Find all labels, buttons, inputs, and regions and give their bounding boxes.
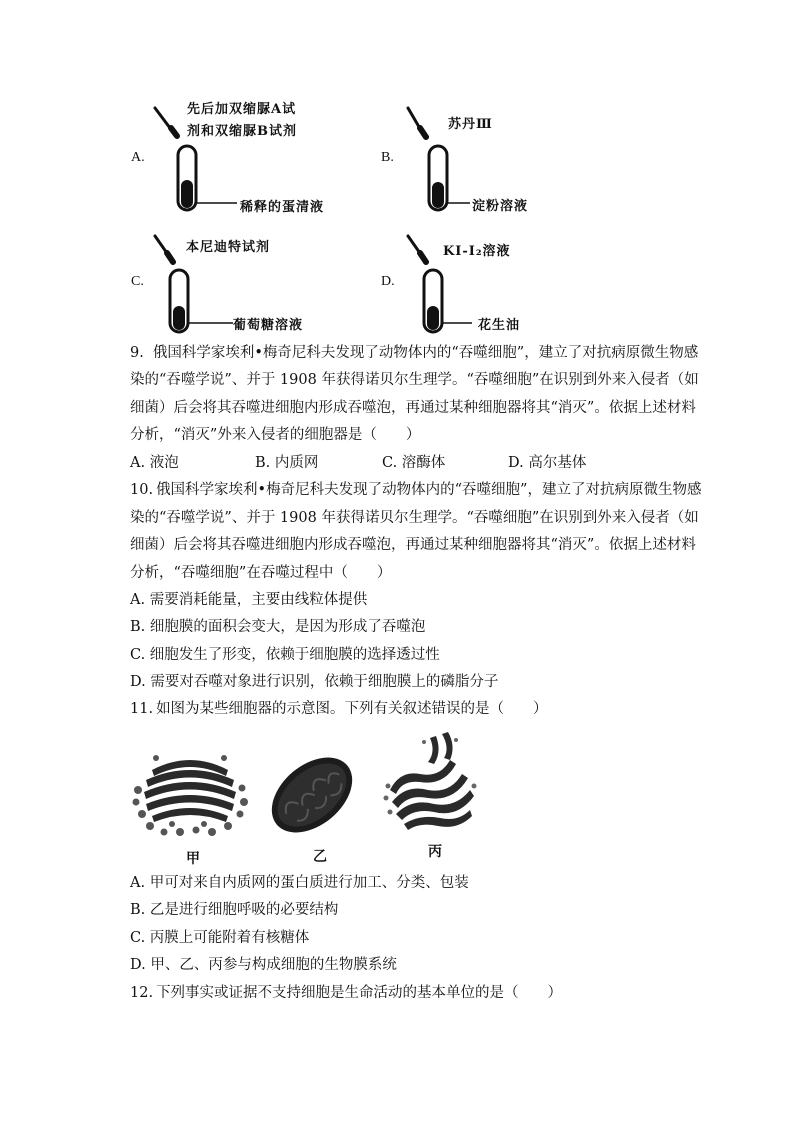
q9-stem-line2: 染的“吞噬学说”、并于 1908 年获得诺贝尔生理学。“吞噬细胞”在识别到外来入侵者（如 <box>130 372 699 388</box>
q10-stem-line3: 细菌）后会将其吞噬进细胞内形成吞噬泡，再通过某种细胞器将其“消灭”。依据上述材料 <box>130 537 696 553</box>
option-b-letter: B. <box>381 150 394 165</box>
q11-choice-a[interactable]: A. 甲可对来自内质网的蛋白质进行加工、分类、包装 <box>130 875 469 891</box>
q10-stem-line1: 10. 俄国科学家埃利•梅奇尼科夫发现了动物体内的“吞噬细胞”，建立了对抗病原微生物感 <box>130 482 702 498</box>
q9-stem-line3: 细菌）后会将其吞噬进细胞内形成吞噬泡，再通过某种细胞器将其“消灭”。依据上述材料 <box>130 400 696 416</box>
option-a-letter: A. <box>131 150 145 165</box>
figure-label-bing: 丙 <box>428 844 442 860</box>
q11-choice-b[interactable]: B. 乙是进行细胞呼吸的必要结构 <box>130 902 339 918</box>
q9-number: 9. <box>130 345 144 361</box>
option-d-letter: D. <box>381 274 395 289</box>
q10-choice-b[interactable]: B. 细胞膜的面积会变大，是因为形成了吞噬泡 <box>130 619 426 635</box>
option-a-sample: 稀释的蛋清液 <box>240 200 325 215</box>
q11-number: 11. <box>130 701 154 717</box>
q10-number: 10. <box>130 482 154 498</box>
option-c-letter: C. <box>131 274 144 289</box>
q12-stem: 12. 下列事实或证据不支持细胞是生命活动的基本单位的是（ ） <box>130 985 563 1001</box>
q10-choice-d[interactable]: D. 需要对吞噬对象进行识别，依赖于细胞膜上的磷脂分子 <box>130 674 499 690</box>
q11-choice-c[interactable]: C. 丙膜上可能附着有核糖体 <box>130 930 310 946</box>
golgi-apparatus-figure <box>130 740 250 840</box>
option-c-sample: 葡萄糖溶液 <box>233 318 304 333</box>
q11-choice-d[interactable]: D. 甲、乙、丙参与构成细胞的生物膜系统 <box>130 957 397 973</box>
q10-stem-line4: 分析，“吞噬细胞”在吞噬过程中（ ） <box>130 565 392 581</box>
option-c-reagent: 本尼迪特试剂 <box>186 240 271 255</box>
q10-choice-c[interactable]: C. 细胞发生了形变，依赖于细胞膜的选择透过性 <box>130 647 440 663</box>
q10-choice-a[interactable]: A. 需要消耗能量，主要由线粒体提供 <box>130 592 368 608</box>
q9-stem-line4: 分析，“消灭”外来入侵者的细胞器是（ ） <box>130 427 421 443</box>
option-b-reagent: 苏丹Ⅲ <box>448 117 493 132</box>
q12-number: 12. <box>130 985 154 1001</box>
figure-label-yi: 乙 <box>313 849 327 865</box>
q9-stem-line1: 9. 俄国科学家埃利•梅奇尼科夫发现了动物体内的“吞噬细胞”，建立了对抗病原微生物感 <box>130 345 699 361</box>
figure-label-jia: 甲 <box>186 851 200 867</box>
option-b-sample: 淀粉溶液 <box>472 199 529 214</box>
q9-choices <box>130 450 586 478</box>
option-a-reagent-line1: 先后加双缩脲A试 <box>187 102 297 117</box>
q9-choice-b[interactable]: B. 内质网 <box>255 455 319 471</box>
option-a-reagent-line2: 剂和双缩脲B试剂 <box>187 124 297 139</box>
q9-choice-c[interactable]: C. 溶酶体 <box>382 455 446 471</box>
option-d-sample: 花生油 <box>478 318 521 333</box>
q9-choice-d[interactable]: D. 高尔基体 <box>508 455 587 471</box>
q11-stem: 11. 如图为某些细胞器的示意图。下列有关叙述错误的是（ ） <box>130 701 548 717</box>
option-d-reagent: KI-I₂溶液 <box>443 244 511 259</box>
q9-choice-a[interactable]: A. 液泡 <box>130 455 179 471</box>
q10-stem-line2: 染的“吞噬学说”、并于 1908 年获得诺贝尔生理学。“吞噬细胞”在识别到外来入侵者（如 <box>130 510 699 526</box>
endoplasmic-reticulum-figure <box>380 730 480 840</box>
mitochondrion-figure <box>262 745 362 845</box>
